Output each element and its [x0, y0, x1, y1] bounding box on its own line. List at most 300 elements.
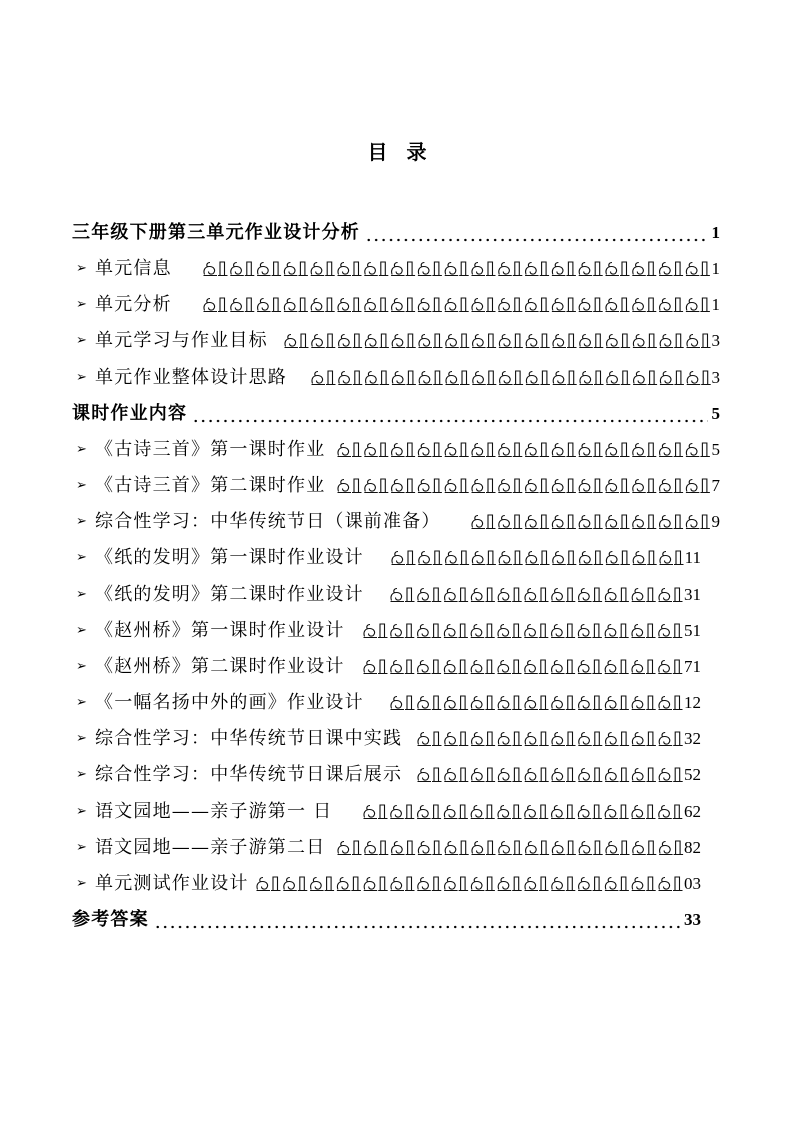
- leader-glyph: [391, 696, 415, 709]
- leader-glyph: [337, 841, 361, 854]
- leader-glyph: [579, 551, 603, 564]
- leader-glyph: [499, 443, 523, 456]
- arrow-bullet-icon: ➢: [76, 514, 87, 530]
- leader-glyph: [471, 841, 495, 854]
- leader-glyph: [606, 298, 630, 311]
- arrow-bullet-icon: ➢: [76, 767, 87, 783]
- leader-glyph: [632, 660, 656, 673]
- leader-glyph: [499, 551, 523, 564]
- leader-glyph: [632, 624, 656, 637]
- leader-glyph: [605, 841, 629, 854]
- leader-glyphs: [310, 367, 712, 389]
- leader-glyph: [525, 841, 549, 854]
- leader-glyph: [578, 841, 602, 854]
- leader-glyph: [686, 371, 710, 385]
- leader-glyph: [578, 660, 602, 673]
- leader-glyph: [418, 624, 442, 637]
- leader-glyph: [552, 624, 576, 637]
- leader-glyph: [231, 298, 255, 311]
- leader-glyph: [444, 732, 468, 746]
- leader-glyph: [525, 371, 549, 385]
- leader-glyph: [338, 371, 362, 385]
- leader-glyph: [498, 696, 522, 709]
- leader-glyph: [686, 298, 710, 311]
- toc-entry: [72, 360, 720, 396]
- leader-glyph: [364, 660, 388, 673]
- toc-page-number: 33: [684, 909, 701, 929]
- toc-leader: [178, 287, 712, 323]
- leader-glyph: [418, 298, 442, 311]
- toc-entry-title: 参考答案: [72, 908, 149, 930]
- leader-glyph: [606, 479, 630, 492]
- leader-glyph: [578, 732, 602, 746]
- leader-glyph: [418, 588, 442, 601]
- leader-glyph: [578, 624, 602, 637]
- leader-glyphs: [470, 511, 711, 533]
- leader-glyphs: [390, 547, 685, 569]
- leader-glyph: [633, 334, 657, 347]
- leader-glyph: [471, 768, 495, 782]
- leader-glyph: [471, 877, 495, 890]
- toc-page-number: 11: [684, 548, 701, 568]
- leader-glyph: [365, 334, 389, 347]
- leader-glyph: [471, 624, 495, 637]
- leader-glyph: [633, 262, 657, 275]
- leader-glyph: [391, 443, 415, 456]
- leader-glyph: [525, 588, 549, 601]
- toc-leader: [192, 396, 707, 432]
- toc-entry: [72, 613, 720, 649]
- leader-glyph: [632, 732, 656, 746]
- leader-glyph: [686, 479, 710, 492]
- toc-page-number: 5: [711, 439, 720, 459]
- leader-glyph: [338, 262, 362, 275]
- toc-page-number: 71: [684, 656, 701, 676]
- toc-page-number: 5: [711, 403, 720, 423]
- toc-entry-title: 单元信息: [95, 258, 172, 280]
- leader-glyphs: [336, 475, 711, 497]
- leader-glyph: [391, 588, 415, 601]
- toc-entry: [72, 577, 720, 613]
- leader-glyph: [471, 805, 495, 818]
- leader-glyph: [579, 479, 603, 492]
- toc-entry: [72, 251, 720, 287]
- leader-glyph: [686, 443, 710, 456]
- toc-page-number: 3: [711, 367, 720, 387]
- leader-glyph: [391, 551, 415, 564]
- leader-glyph: [365, 443, 389, 456]
- leader-glyph: [444, 877, 468, 890]
- toc-entry-title: 单元作业整体设计思路: [95, 366, 287, 388]
- leader-glyph: [605, 588, 629, 601]
- leader-glyph: [552, 660, 576, 673]
- leader-glyph: [418, 371, 442, 385]
- toc-leader: [178, 251, 712, 287]
- leader-glyph: [257, 298, 281, 311]
- toc-entry: [72, 540, 720, 576]
- leader-glyph: [257, 877, 281, 890]
- leader-glyphs: [389, 692, 684, 714]
- leader-glyph: [632, 841, 656, 854]
- leader-glyph: [686, 334, 710, 347]
- leader-glyph: [418, 262, 442, 275]
- leader-glyph: [498, 732, 522, 746]
- leader-glyph: [444, 588, 468, 601]
- toc-entry: [72, 794, 720, 830]
- leader-glyph: [525, 660, 549, 673]
- leader-glyph: [418, 443, 442, 456]
- leader-glyph: [257, 262, 281, 275]
- leader-glyph: [525, 443, 549, 456]
- toc-entry-title: 语文园地——亲子游第一 日: [95, 800, 333, 822]
- leader-glyph: [418, 805, 442, 818]
- arrow-bullet-icon: ➢: [76, 333, 87, 349]
- arrow-bullet-icon: ➢: [76, 478, 87, 494]
- leader-glyph: [499, 371, 523, 385]
- leader-glyph: [552, 768, 576, 782]
- leader-glyph: [552, 805, 576, 818]
- leader-glyph: [632, 768, 656, 782]
- leader-glyph: [444, 696, 468, 709]
- leader-glyph: [471, 588, 495, 601]
- leader-glyph: [418, 841, 442, 854]
- leader-glyph: [391, 805, 415, 818]
- leader-glyph: [605, 624, 629, 637]
- toc-page-number: 32: [684, 729, 701, 749]
- leader-glyph: [391, 334, 415, 347]
- leader-glyph: [499, 334, 523, 347]
- leader-glyph: [525, 479, 549, 492]
- arrow-bullet-icon: ➢: [76, 839, 87, 855]
- leader-glyph: [579, 443, 603, 456]
- leader-glyph: [525, 334, 549, 347]
- toc-leader: [255, 866, 684, 902]
- leader-glyph: [365, 298, 389, 311]
- leader-glyph: [578, 805, 602, 818]
- leader-glyph: [578, 768, 602, 782]
- toc-leader: [408, 757, 684, 793]
- leader-glyph: [552, 298, 576, 311]
- leader-glyph: [499, 479, 523, 492]
- toc-section-entry: [72, 396, 720, 432]
- leader-glyph: [606, 443, 630, 456]
- arrow-bullet-icon: ➢: [76, 586, 87, 602]
- toc-entry: [72, 830, 720, 866]
- leader-glyph: [444, 768, 468, 782]
- leader-glyphs: [416, 728, 684, 750]
- leader-glyph: [445, 298, 469, 311]
- leader-glyph: [605, 768, 629, 782]
- leader-glyph: [659, 262, 683, 275]
- toc-section-entry: [72, 215, 720, 251]
- leader-glyph: [284, 298, 308, 311]
- leader-glyph: [578, 588, 602, 601]
- leader-glyph: [311, 262, 335, 275]
- leader-glyph: [552, 371, 576, 385]
- leader-glyphs: [202, 294, 711, 316]
- leader-glyph: [686, 515, 710, 528]
- leader-glyph: [632, 877, 656, 890]
- toc-entry: [72, 504, 720, 540]
- leader-glyph: [606, 371, 630, 385]
- leader-glyph: [552, 515, 576, 528]
- leader-glyph: [418, 768, 442, 782]
- toc-leader: [365, 215, 708, 251]
- toc-entry: [72, 721, 720, 757]
- leader-glyph: [338, 298, 362, 311]
- toc-page-number: 62: [684, 801, 701, 821]
- leader-glyph: [472, 479, 496, 492]
- leader-glyph: [418, 877, 442, 890]
- leader-glyph: [605, 660, 629, 673]
- leader-glyph: [364, 805, 388, 818]
- leader-glyph: [659, 588, 683, 601]
- leader-glyph: [525, 877, 549, 890]
- leader-glyph: [445, 479, 469, 492]
- arrow-bullet-icon: ➢: [76, 695, 87, 711]
- toc-entry: [72, 468, 720, 504]
- leader-glyph: [525, 805, 549, 818]
- leader-glyph: [659, 732, 683, 746]
- leader-glyphs: [336, 837, 684, 859]
- toc-leader: [370, 685, 684, 721]
- leader-glyph: [418, 479, 442, 492]
- leader-glyph: [498, 624, 522, 637]
- leader-glyph: [284, 877, 308, 890]
- leader-glyph: [471, 732, 495, 746]
- leader-glyph: [552, 443, 576, 456]
- leader-glyph: [391, 479, 415, 492]
- leader-glyphs: [416, 764, 684, 786]
- toc-entry-title: 《赵州桥》第一课时作业设计: [95, 619, 345, 641]
- leader-glyph: [525, 551, 549, 564]
- toc-heading: 目 录: [367, 140, 433, 164]
- arrow-bullet-icon: ➢: [76, 550, 87, 566]
- toc-leader: [370, 577, 684, 613]
- leader-glyph: [499, 298, 523, 311]
- leader-glyph: [444, 805, 468, 818]
- toc-entry-title: 单元测试作业设计: [95, 872, 249, 894]
- toc-entry: [72, 323, 720, 359]
- arrow-bullet-icon: ➢: [76, 441, 87, 457]
- leader-glyph: [659, 334, 683, 347]
- leader-glyph: [606, 262, 630, 275]
- leader-glyph: [311, 298, 335, 311]
- leader-glyph: [444, 660, 468, 673]
- leader-glyph: [552, 551, 576, 564]
- leader-glyph: [579, 371, 603, 385]
- arrow-bullet-icon: ➢: [76, 261, 87, 277]
- leader-glyph: [445, 334, 469, 347]
- leader-glyph: [498, 588, 522, 601]
- leader-glyph: [391, 877, 415, 890]
- leader-glyph: [606, 515, 630, 528]
- leader-glyphs: [362, 656, 684, 678]
- toc-page-number: 51: [684, 620, 701, 640]
- leader-glyph: [418, 551, 442, 564]
- leader-glyph: [659, 515, 683, 528]
- leader-glyph: [338, 479, 362, 492]
- toc-page-number: 1: [711, 259, 720, 279]
- leader-glyph: [579, 515, 603, 528]
- leader-glyph: [311, 334, 335, 347]
- toc-leader: [274, 323, 712, 359]
- toc-leader: [331, 468, 711, 504]
- leader-glyphs: [389, 584, 684, 606]
- toc-page-number: 1: [711, 295, 720, 315]
- leader-glyph: [525, 624, 549, 637]
- leader-glyphs: [255, 873, 684, 895]
- leader-glyph: [364, 624, 388, 637]
- toc-leader: [351, 613, 684, 649]
- leader-glyph: [659, 768, 683, 782]
- toc-entry-title: 三年级下册第三单元作业设计分析: [72, 222, 360, 243]
- toc-entry: [72, 866, 720, 902]
- arrow-bullet-icon: ➢: [76, 803, 87, 819]
- leader-glyph: [204, 298, 228, 311]
- leader-glyph: [633, 515, 657, 528]
- leader-glyph: [606, 551, 630, 564]
- leader-glyph: [364, 841, 388, 854]
- leader-glyph: [659, 624, 683, 637]
- leader-glyph: [310, 877, 334, 890]
- leader-glyph: [579, 262, 603, 275]
- leader-glyph: [552, 588, 576, 601]
- leader-glyph: [471, 696, 495, 709]
- leader-glyph: [633, 298, 657, 311]
- leader-glyph: [338, 443, 362, 456]
- leader-glyph: [659, 805, 683, 818]
- toc-leader: [408, 721, 684, 757]
- leader-glyphs: [362, 620, 684, 642]
- toc-entry: [72, 685, 720, 721]
- leader-glyph: [552, 479, 576, 492]
- leader-glyph: [525, 298, 549, 311]
- arrow-bullet-icon: ➢: [76, 297, 87, 313]
- leader-glyphs: [336, 439, 711, 461]
- leader-glyph: [579, 298, 603, 311]
- toc-leader: [331, 830, 684, 866]
- arrow-bullet-icon: ➢: [76, 875, 87, 891]
- leader-glyph: [578, 877, 602, 890]
- leader-glyph: [445, 443, 469, 456]
- leader-glyph: [605, 877, 629, 890]
- leader-glyph: [525, 262, 549, 275]
- toc-leader: [331, 432, 711, 468]
- leader-glyph: [284, 262, 308, 275]
- leader-glyph: [418, 660, 442, 673]
- toc-entry-title: 课时作业内容: [72, 402, 188, 424]
- leader-glyph: [472, 515, 496, 528]
- leader-glyph: [633, 371, 657, 385]
- toc-entry: [72, 287, 720, 323]
- leader-glyph: [337, 877, 361, 890]
- leader-glyph: [552, 696, 576, 709]
- leader-glyph: [605, 732, 629, 746]
- toc-page-number: 52: [684, 765, 701, 785]
- toc-entry-title: 《一幅名扬中外的画》作业设计: [95, 692, 364, 714]
- leader-glyph: [498, 768, 522, 782]
- toc-entry-title: 《古诗三首》第二课时作业: [95, 475, 326, 497]
- leader-glyph: [364, 877, 388, 890]
- toc-page-number: 1: [711, 223, 720, 242]
- toc-page-number: 3: [711, 331, 720, 351]
- leader-glyph: [578, 696, 602, 709]
- toc-entry-title: 综合性学习：中华传统节日课后展示: [95, 764, 403, 786]
- leader-glyph: [525, 768, 549, 782]
- toc-entry: [72, 432, 720, 468]
- leader-glyph: [579, 334, 603, 347]
- leader-glyph: [472, 371, 496, 385]
- leader-glyph: [445, 551, 469, 564]
- leader-glyph: [525, 732, 549, 746]
- leader-glyph: [659, 371, 683, 385]
- toc-entry-title: 单元学习与作业目标: [95, 330, 268, 352]
- toc-entry-title: 《古诗三首》第一课时作业: [95, 438, 326, 460]
- leader-glyph: [499, 515, 523, 528]
- leader-glyph: [659, 479, 683, 492]
- leader-glyph: [444, 624, 468, 637]
- leader-glyph: [499, 262, 523, 275]
- leader-glyph: [444, 841, 468, 854]
- leader-glyph: [365, 479, 389, 492]
- toc-page-number: 7: [711, 476, 720, 496]
- leader-glyph: [659, 841, 683, 854]
- leader-glyph: [284, 334, 308, 347]
- leader-glyph: [391, 262, 415, 275]
- leader-glyph: [391, 624, 415, 637]
- leader-glyph: [365, 371, 389, 385]
- leader-glyph: [471, 660, 495, 673]
- leader-glyph: [445, 371, 469, 385]
- leader-glyphs: [202, 258, 711, 280]
- arrow-bullet-icon: ➢: [76, 658, 87, 674]
- leader-glyph: [632, 588, 656, 601]
- leader-glyph: [606, 334, 630, 347]
- leader-glyph: [391, 660, 415, 673]
- leader-glyph: [659, 877, 683, 890]
- toc-leader: [370, 540, 685, 576]
- toc-entry-title: 《纸的发明》第二课时作业设计: [95, 583, 364, 605]
- leader-glyph: [632, 805, 656, 818]
- leader-glyph: [552, 877, 576, 890]
- leader-glyph: [472, 298, 496, 311]
- leader-glyph: [633, 443, 657, 456]
- leader-glyph: [498, 841, 522, 854]
- leader-glyph: [552, 841, 576, 854]
- toc-entry: [72, 649, 720, 685]
- leader-glyph: [498, 877, 522, 890]
- leader-glyph: [686, 262, 710, 275]
- leader-glyph: [552, 262, 576, 275]
- toc-entry-title: 综合性学习：中华传统节日课中实践: [95, 728, 403, 750]
- toc-leader: [351, 649, 684, 685]
- leader-glyph: [231, 262, 255, 275]
- leader-glyph: [391, 371, 415, 385]
- toc-leader: [338, 794, 684, 830]
- leader-glyph: [418, 732, 442, 746]
- toc-page-number: 31: [684, 584, 701, 604]
- toc-page-number: 03: [684, 873, 701, 893]
- toc-entry-title: 《赵州桥》第二课时作业设计: [95, 655, 345, 677]
- leader-glyph: [418, 334, 442, 347]
- leader-glyph: [472, 443, 496, 456]
- toc-leader: [293, 360, 712, 396]
- leader-glyph: [525, 696, 549, 709]
- toc-entry-title: 《纸的发明》第一课时作业设计: [95, 547, 364, 569]
- leader-glyph: [605, 696, 629, 709]
- leader-glyph: [391, 841, 415, 854]
